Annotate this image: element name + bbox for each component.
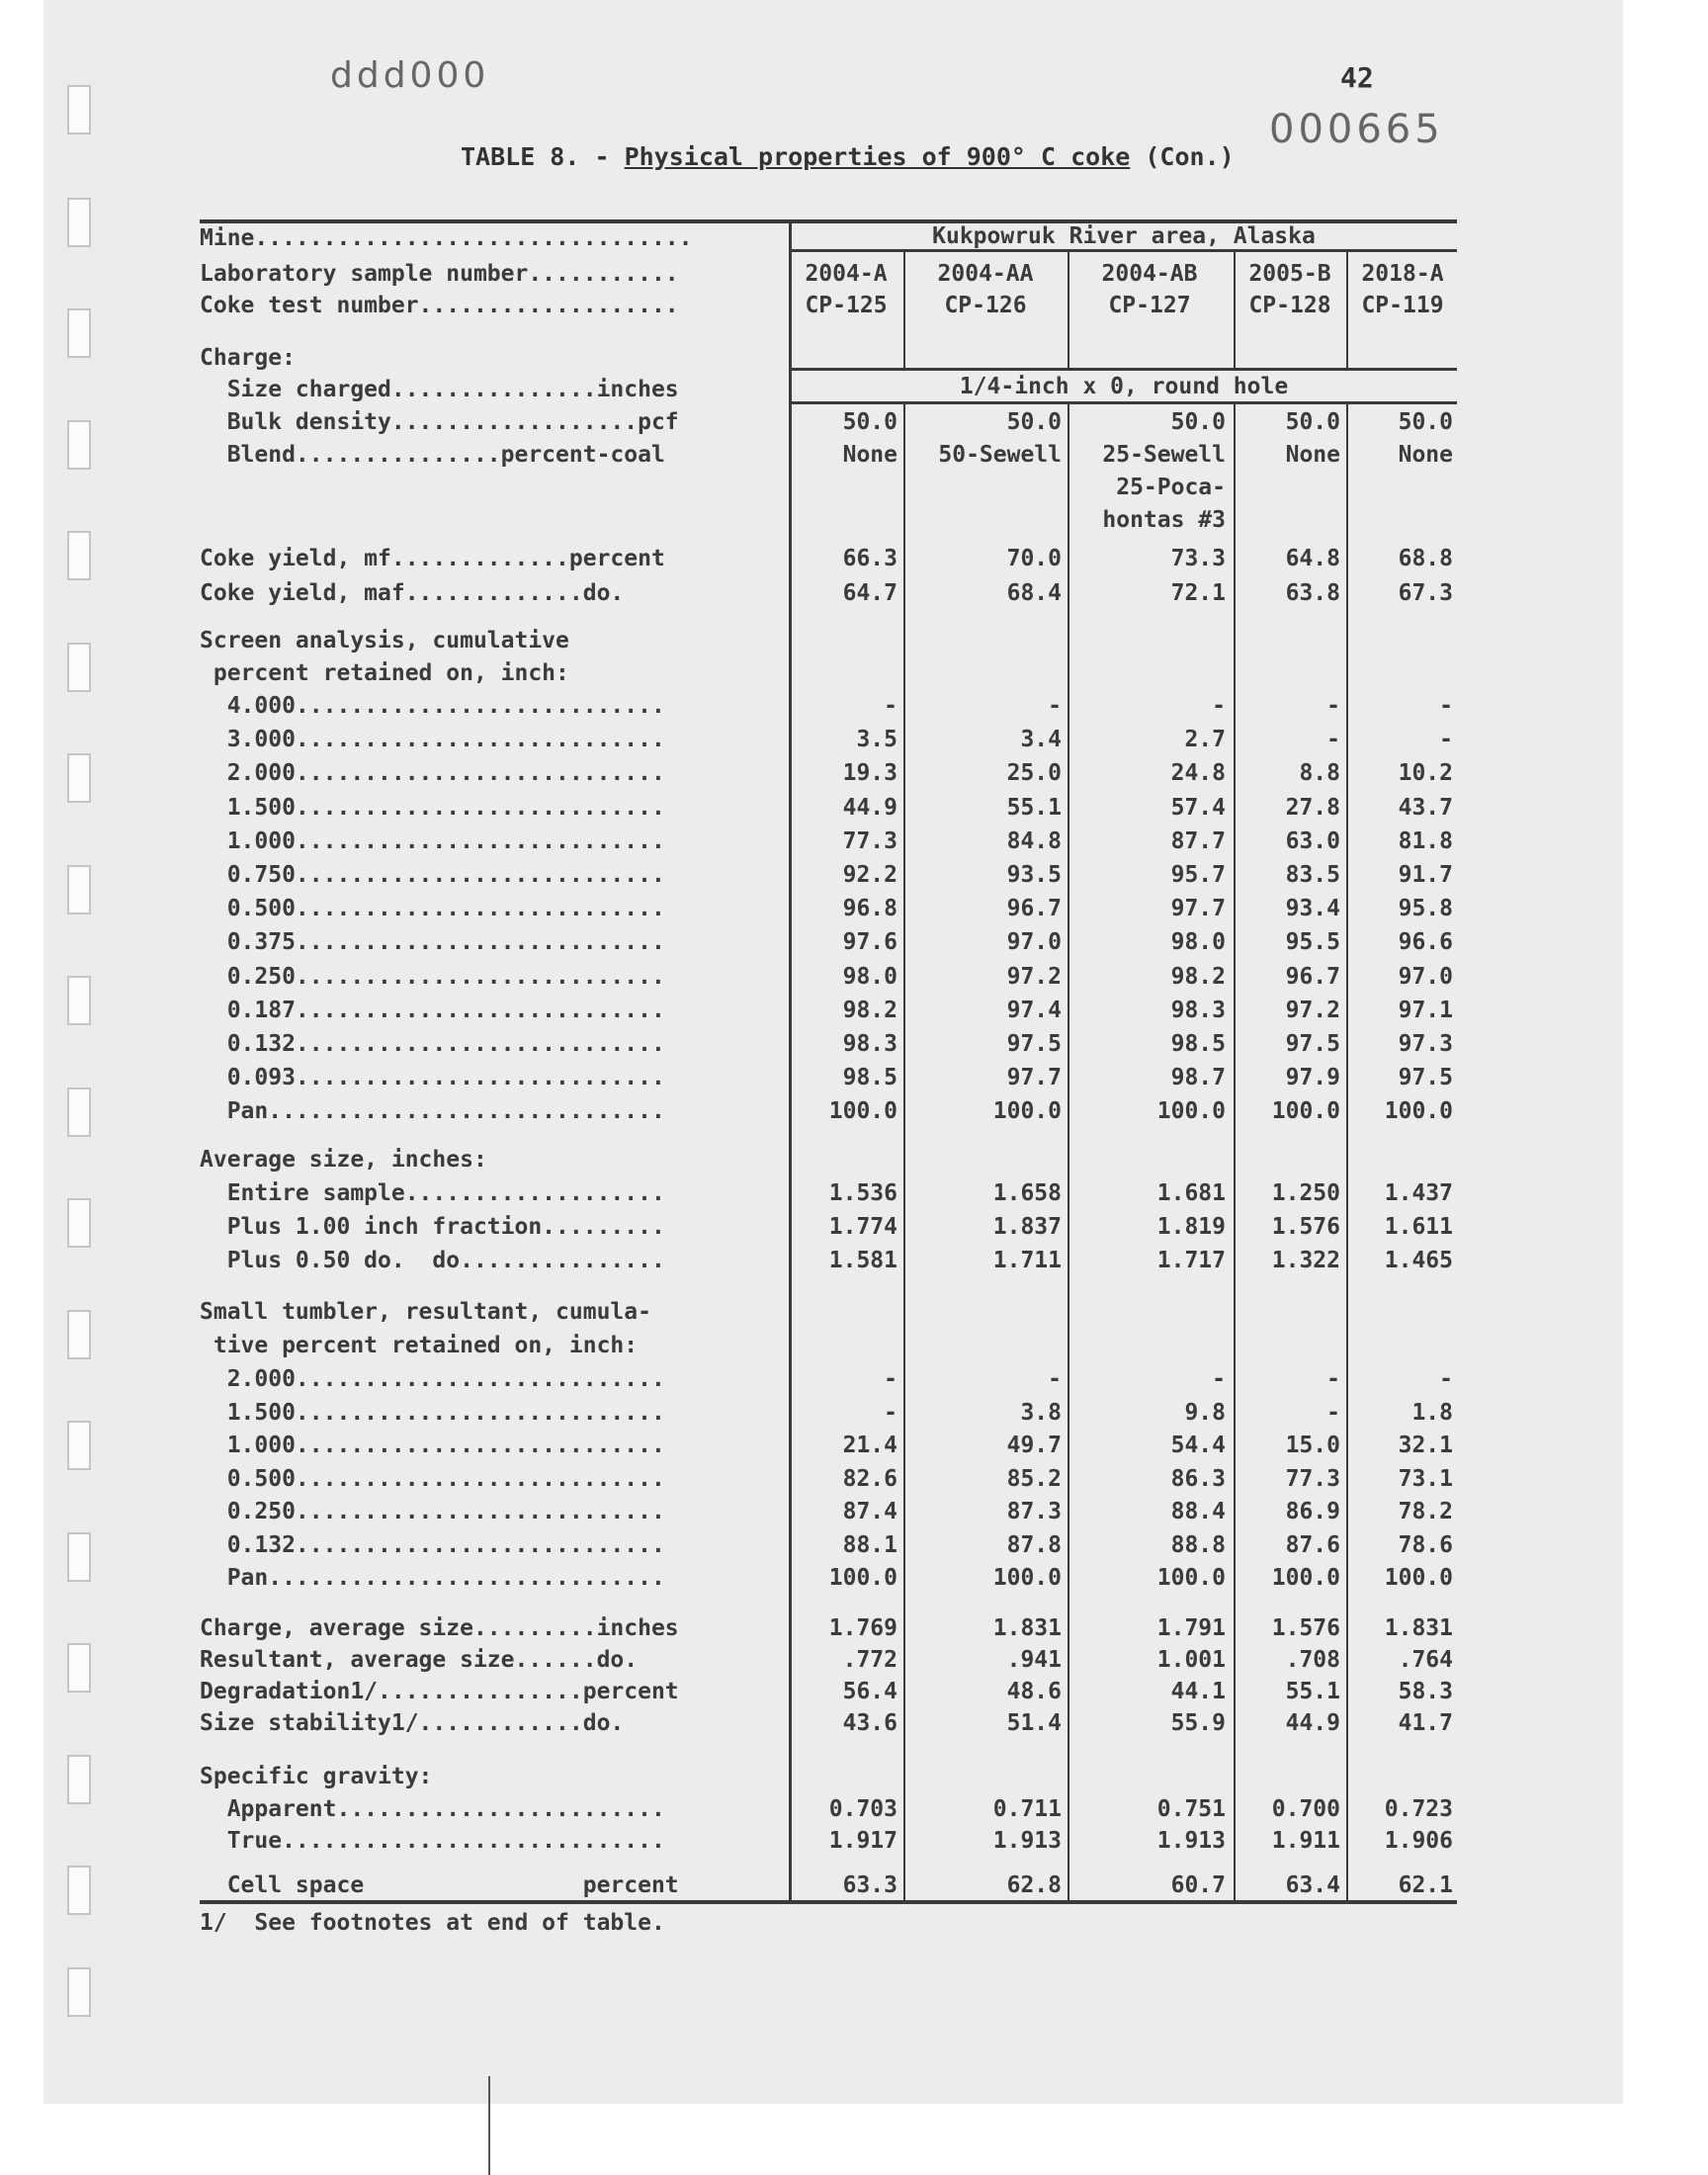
data-cell: 97.6 (842, 929, 897, 956)
data-cell: 1.611 (1384, 1214, 1453, 1240)
data-cell: - (1439, 1366, 1453, 1392)
cell-space-label: Cell space percent (200, 1872, 679, 1898)
blend-extra: 25-Poca- (1116, 475, 1226, 500)
data-cell: 97.5 (1006, 1031, 1062, 1057)
margin-hole (67, 198, 91, 247)
screen-row-label: 0.132........................... (200, 1031, 665, 1057)
tumbler-row-label: 2.000........................... (200, 1366, 665, 1392)
data-cell: 15.0 (1285, 1433, 1340, 1458)
tumbler-row-label: Pan............................. (200, 1565, 665, 1591)
data-cell: 1.791 (1156, 1615, 1226, 1641)
data-cell: 50.0 (1170, 409, 1226, 435)
data-cell: 1.769 (828, 1615, 897, 1641)
data-cell: 50.0 (1285, 409, 1340, 435)
data-cell: - (1326, 1366, 1340, 1392)
data-cell: 97.2 (1285, 997, 1340, 1023)
size-charged-label: Size charged...............inches (200, 377, 679, 402)
data-cell: CP-119 (1361, 293, 1444, 318)
data-cell: 1.322 (1271, 1248, 1340, 1273)
tumbler-row-label: 1.500........................... (200, 1399, 665, 1426)
data-cell: 100.0 (828, 1565, 897, 1591)
data-cell: 8.8 (1299, 760, 1340, 787)
data-cell: 0.700 (1271, 1796, 1340, 1822)
data-cell: 87.6 (1285, 1531, 1340, 1558)
bottom-rule (200, 1900, 1457, 1904)
summary-label: Charge, average size.........inches (200, 1615, 679, 1641)
margin-hole (67, 976, 91, 1025)
data-cell: 55.9 (1170, 1710, 1226, 1736)
data-cell: - (1212, 1366, 1226, 1392)
data-cell: 97.9 (1285, 1065, 1340, 1091)
average-size-label: Plus 0.50 do. do............... (200, 1248, 665, 1273)
data-cell: 98.2 (1170, 963, 1226, 990)
data-cell: 1.658 (992, 1180, 1062, 1206)
data-cell: 100.0 (828, 1098, 897, 1125)
data-cell: 72.1 (1170, 580, 1226, 606)
data-cell: 3.8 (1020, 1399, 1062, 1426)
coke-yield-maf-label: Coke yield, maf.............do. (200, 580, 625, 606)
mine-label: Mine................................ (200, 225, 693, 251)
handwritten-page-id: 000665 (1269, 107, 1444, 152)
data-cell: 21.4 (842, 1433, 897, 1458)
data-cell: 0.711 (992, 1796, 1062, 1822)
screen-row-label: 0.500........................... (200, 896, 665, 922)
screen-row-label: 0.187........................... (200, 997, 665, 1023)
data-cell: 1.906 (1384, 1828, 1453, 1854)
data-cell: 95.5 (1285, 929, 1340, 956)
data-cell: 1.913 (1156, 1828, 1226, 1854)
data-cell: 2004-A (805, 261, 888, 287)
data-cell: 1.250 (1271, 1180, 1340, 1206)
data-cell: 0.703 (828, 1796, 897, 1822)
lab-sample-label: Laboratory sample number........... (200, 261, 679, 287)
data-cell: 25-Sewell (1102, 442, 1226, 468)
data-cell: 100.0 (992, 1098, 1062, 1125)
data-cell: 44.9 (1285, 1710, 1340, 1736)
charge-rule-top (789, 368, 1457, 371)
data-cell: 1.536 (828, 1180, 897, 1206)
data-cell: 3.4 (1020, 727, 1062, 753)
data-cell: 97.7 (1006, 1065, 1062, 1091)
data-cell: 63.3 (842, 1872, 897, 1898)
data-cell: 97.4 (1006, 997, 1062, 1023)
average-size-heading: Average size, inches: (200, 1147, 487, 1173)
screen-row-label: 0.250........................... (200, 963, 665, 990)
data-cell: 2018-A (1361, 261, 1444, 287)
data-cell: 97.2 (1006, 963, 1062, 990)
margin-hole (67, 1643, 91, 1693)
data-cell: 77.3 (1285, 1465, 1340, 1492)
data-cell: 50.0 (1398, 409, 1453, 435)
data-cell: 9.8 (1184, 1399, 1226, 1426)
data-cell: - (884, 1366, 897, 1392)
data-cell: 1.831 (1384, 1615, 1453, 1641)
data-cell: 27.8 (1285, 794, 1340, 821)
handwritten-code: ddd000 (330, 55, 490, 96)
data-cell: 41.7 (1398, 1710, 1453, 1736)
data-cell: 62.8 (1006, 1872, 1062, 1898)
screen-row-label: 1.000........................... (200, 827, 665, 854)
data-cell: 97.7 (1170, 896, 1226, 922)
screen-row-label: 2.000........................... (200, 760, 665, 787)
data-cell: 63.8 (1285, 580, 1340, 606)
data-cell: 82.6 (842, 1465, 897, 1492)
screen-row-label: 3.000........................... (200, 727, 665, 753)
data-cell: - (1326, 693, 1340, 719)
data-cell: 43.7 (1398, 794, 1453, 821)
data-cell: 1.465 (1384, 1248, 1453, 1273)
screen-row-label: 0.375........................... (200, 929, 665, 956)
data-cell: 66.3 (842, 546, 897, 571)
data-cell: 2004-AA (937, 261, 1034, 287)
screen-heading: percent retained on, inch: (200, 660, 569, 686)
data-cell: 1.576 (1271, 1214, 1340, 1240)
page-margin (0, 2104, 1708, 2175)
data-cell: 1.837 (992, 1214, 1062, 1240)
data-cell: 100.0 (1384, 1565, 1453, 1591)
screen-row-label: 1.500........................... (200, 794, 665, 821)
blend-extra: hontas #3 (1102, 507, 1226, 533)
summary-label: Degradation1/...............percent (200, 1679, 679, 1704)
data-cell: 19.3 (842, 760, 897, 787)
margin-hole (67, 753, 91, 803)
data-cell: 64.8 (1285, 546, 1340, 571)
data-cell: - (1048, 1366, 1062, 1392)
margin-hole (67, 420, 91, 470)
margin-hole (67, 1755, 91, 1804)
margin-hole (67, 1421, 91, 1470)
data-cell: 56.4 (842, 1679, 897, 1704)
data-cell: 88.4 (1170, 1499, 1226, 1524)
margin-hole (67, 865, 91, 914)
data-cell: 51.4 (1006, 1710, 1062, 1736)
data-cell: 50.0 (1006, 409, 1062, 435)
data-cell: 1.8 (1411, 1399, 1453, 1426)
tumbler-row-label: 0.132........................... (200, 1531, 665, 1558)
summary-label: Resultant, average size......do. (200, 1647, 639, 1673)
data-cell: 1.681 (1156, 1180, 1226, 1206)
data-cell: 1.917 (828, 1828, 897, 1854)
data-cell: 54.4 (1170, 1433, 1226, 1458)
summary-label: Size stability1/............do. (200, 1710, 625, 1736)
data-cell: 84.8 (1006, 827, 1062, 854)
data-cell: 50.0 (842, 409, 897, 435)
data-cell: - (1439, 693, 1453, 719)
margin-hole (67, 531, 91, 580)
data-cell: 100.0 (992, 1565, 1062, 1591)
average-size-label: Entire sample................... (200, 1180, 665, 1206)
data-cell: 57.4 (1170, 794, 1226, 821)
data-cell: - (1212, 693, 1226, 719)
blend-label: Blend...............percent-coal (200, 442, 665, 468)
data-cell: 96.8 (842, 896, 897, 922)
data-cell: 96.7 (1006, 896, 1062, 922)
data-cell: 55.1 (1285, 1679, 1340, 1704)
margin-hole (67, 1967, 91, 2017)
data-cell: 1.831 (992, 1615, 1062, 1641)
data-cell: 32.1 (1398, 1433, 1453, 1458)
data-cell: 1.913 (992, 1828, 1062, 1854)
data-cell: 70.0 (1006, 546, 1062, 571)
data-cell: 25.0 (1006, 760, 1062, 787)
data-cell: 96.7 (1285, 963, 1340, 990)
tumbler-row-label: 0.500........................... (200, 1465, 665, 1492)
tumbler-heading: Small tumbler, resultant, cumula- (200, 1299, 651, 1325)
data-cell: 98.5 (842, 1065, 897, 1091)
data-cell: 1.717 (1156, 1248, 1226, 1273)
data-cell: 100.0 (1384, 1098, 1453, 1125)
data-cell: 91.7 (1398, 862, 1453, 888)
data-cell: 60.7 (1170, 1872, 1226, 1898)
data-cell: 2.7 (1184, 727, 1226, 753)
data-cell: - (1048, 693, 1062, 719)
data-cell: 64.7 (842, 580, 897, 606)
tumbler-row-label: 1.000........................... (200, 1433, 665, 1458)
scan-edge-mark (488, 2076, 490, 2175)
data-cell: 93.4 (1285, 896, 1340, 922)
data-cell: 97.1 (1398, 997, 1453, 1023)
data-cell: 97.0 (1006, 929, 1062, 956)
margin-hole (67, 1866, 91, 1915)
bulk-density-label: Bulk density..................pcf (200, 409, 679, 435)
data-cell: 98.0 (842, 963, 897, 990)
data-cell: None (1398, 442, 1453, 468)
data-cell: 2004-AB (1101, 261, 1198, 287)
margin-hole (67, 308, 91, 358)
data-cell: 1.711 (992, 1248, 1062, 1273)
data-cell: 1.581 (828, 1248, 897, 1273)
data-cell: 1.911 (1271, 1828, 1340, 1854)
data-cell: 73.1 (1398, 1465, 1453, 1492)
gravity-label: True............................ (200, 1828, 665, 1854)
data-cell: 24.8 (1170, 760, 1226, 787)
margin-hole (67, 643, 91, 692)
data-cell: 98.7 (1170, 1065, 1226, 1091)
tumbler-heading: tive percent retained on, inch: (200, 1333, 639, 1358)
data-cell: .764 (1398, 1647, 1453, 1673)
charge-heading: Charge: (200, 345, 296, 371)
coke-yield-mf-label: Coke yield, mf.............percent (200, 546, 665, 571)
data-cell: 87.4 (842, 1499, 897, 1524)
data-cell: CP-125 (805, 293, 888, 318)
data-cell: 1.001 (1156, 1647, 1226, 1673)
screen-heading: Screen analysis, cumulative (200, 628, 569, 653)
data-cell: 92.2 (842, 862, 897, 888)
size-charged-value: 1/4-inch x 0, round hole (959, 374, 1289, 399)
data-cell: - (1326, 727, 1340, 753)
footnote: 1/ See footnotes at end of table. (200, 1910, 665, 1936)
data-cell: 100.0 (1271, 1565, 1340, 1591)
data-cell: 86.9 (1285, 1499, 1340, 1524)
mine-value: Kukpowruk River area, Alaska (932, 223, 1316, 249)
screen-row-label: 0.093........................... (200, 1065, 665, 1091)
margin-hole (67, 1088, 91, 1137)
data-cell: 95.7 (1170, 862, 1226, 888)
data-cell: .772 (842, 1647, 897, 1673)
data-cell: 78.2 (1398, 1499, 1453, 1524)
data-cell: .708 (1285, 1647, 1340, 1673)
margin-hole (67, 1310, 91, 1359)
title-suffix: (Con.) (1130, 142, 1235, 171)
table-title (461, 142, 1235, 171)
data-cell: 48.6 (1006, 1679, 1062, 1704)
margin-hole (67, 1532, 91, 1582)
data-cell: 98.0 (1170, 929, 1226, 956)
average-size-label: Plus 1.00 inch fraction......... (200, 1214, 665, 1240)
data-cell: 0.751 (1156, 1796, 1226, 1822)
specific-gravity-heading: Specific gravity: (200, 1764, 433, 1789)
data-cell: - (884, 1399, 897, 1426)
data-cell: 97.0 (1398, 963, 1453, 990)
gravity-label: Apparent........................ (200, 1796, 665, 1822)
data-cell: 98.2 (842, 997, 897, 1023)
data-cell: 93.5 (1006, 862, 1062, 888)
tumbler-row-label: 0.250........................... (200, 1499, 665, 1524)
data-cell: 62.1 (1398, 1872, 1453, 1898)
data-cell: None (1285, 442, 1340, 468)
data-cell: 1.774 (828, 1214, 897, 1240)
data-cell: 87.8 (1006, 1531, 1062, 1558)
data-cell: 43.6 (842, 1710, 897, 1736)
data-cell: 0.723 (1384, 1796, 1453, 1822)
data-cell: - (1326, 1399, 1340, 1426)
data-cell: 63.0 (1285, 827, 1340, 854)
data-cell: 68.8 (1398, 546, 1453, 571)
data-cell: 98.3 (1170, 997, 1226, 1023)
data-cell: - (884, 693, 897, 719)
data-cell: .941 (1006, 1647, 1062, 1673)
data-cell: 73.3 (1170, 546, 1226, 571)
data-cell: 97.5 (1285, 1031, 1340, 1057)
data-cell: 3.5 (856, 727, 897, 753)
data-cell: 83.5 (1285, 862, 1340, 888)
data-cell: 81.8 (1398, 827, 1453, 854)
data-cell: 78.6 (1398, 1531, 1453, 1558)
data-cell: 98.5 (1170, 1031, 1226, 1057)
data-cell: 10.2 (1398, 760, 1453, 787)
data-cell: 100.0 (1156, 1565, 1226, 1591)
screen-row-label: 0.750........................... (200, 862, 665, 888)
page-number: 42 (1340, 61, 1374, 94)
data-cell: 68.4 (1006, 580, 1062, 606)
data-cell: 85.2 (1006, 1465, 1062, 1492)
data-cell: 1.819 (1156, 1214, 1226, 1240)
data-cell: 1.437 (1384, 1180, 1453, 1206)
data-cell: 96.6 (1398, 929, 1453, 956)
data-cell: 49.7 (1006, 1433, 1062, 1458)
data-cell: 44.1 (1170, 1679, 1226, 1704)
data-cell: 98.3 (842, 1031, 897, 1057)
data-cell: 67.3 (1398, 580, 1453, 606)
data-cell: 44.9 (842, 794, 897, 821)
screen-row-label: 4.000........................... (200, 693, 665, 719)
charge-rule-bottom (789, 401, 1457, 404)
data-cell: None (842, 442, 897, 468)
data-cell: 87.7 (1170, 827, 1226, 854)
data-cell: 55.1 (1006, 794, 1062, 821)
margin-hole (67, 1198, 91, 1248)
data-cell: 86.3 (1170, 1465, 1226, 1492)
data-cell: 100.0 (1271, 1098, 1340, 1125)
data-cell: 77.3 (842, 827, 897, 854)
data-cell: 97.3 (1398, 1031, 1453, 1057)
data-cell: CP-127 (1108, 293, 1191, 318)
data-cell: 63.4 (1285, 1872, 1340, 1898)
data-cell: 100.0 (1156, 1098, 1226, 1125)
data-cell: 95.8 (1398, 896, 1453, 922)
data-cell: 2005-B (1248, 261, 1331, 287)
data-cell: 1.576 (1271, 1615, 1340, 1641)
data-cell: CP-128 (1248, 293, 1331, 318)
margin-hole (67, 85, 91, 134)
screen-row-label: Pan............................. (200, 1098, 665, 1125)
data-cell: 88.8 (1170, 1531, 1226, 1558)
data-cell: 87.3 (1006, 1499, 1062, 1524)
data-cell: 97.5 (1398, 1065, 1453, 1091)
data-cell: 58.3 (1398, 1679, 1453, 1704)
data-cell: 50-Sewell (938, 442, 1062, 468)
title-main: Physical properties of 900° C coke (624, 142, 1131, 171)
coke-test-label: Coke test number................... (200, 293, 679, 318)
title-prefix: TABLE 8. - (461, 142, 625, 171)
data-cell: CP-126 (944, 293, 1027, 318)
data-cell: - (1439, 727, 1453, 753)
data-cell: 88.1 (842, 1531, 897, 1558)
